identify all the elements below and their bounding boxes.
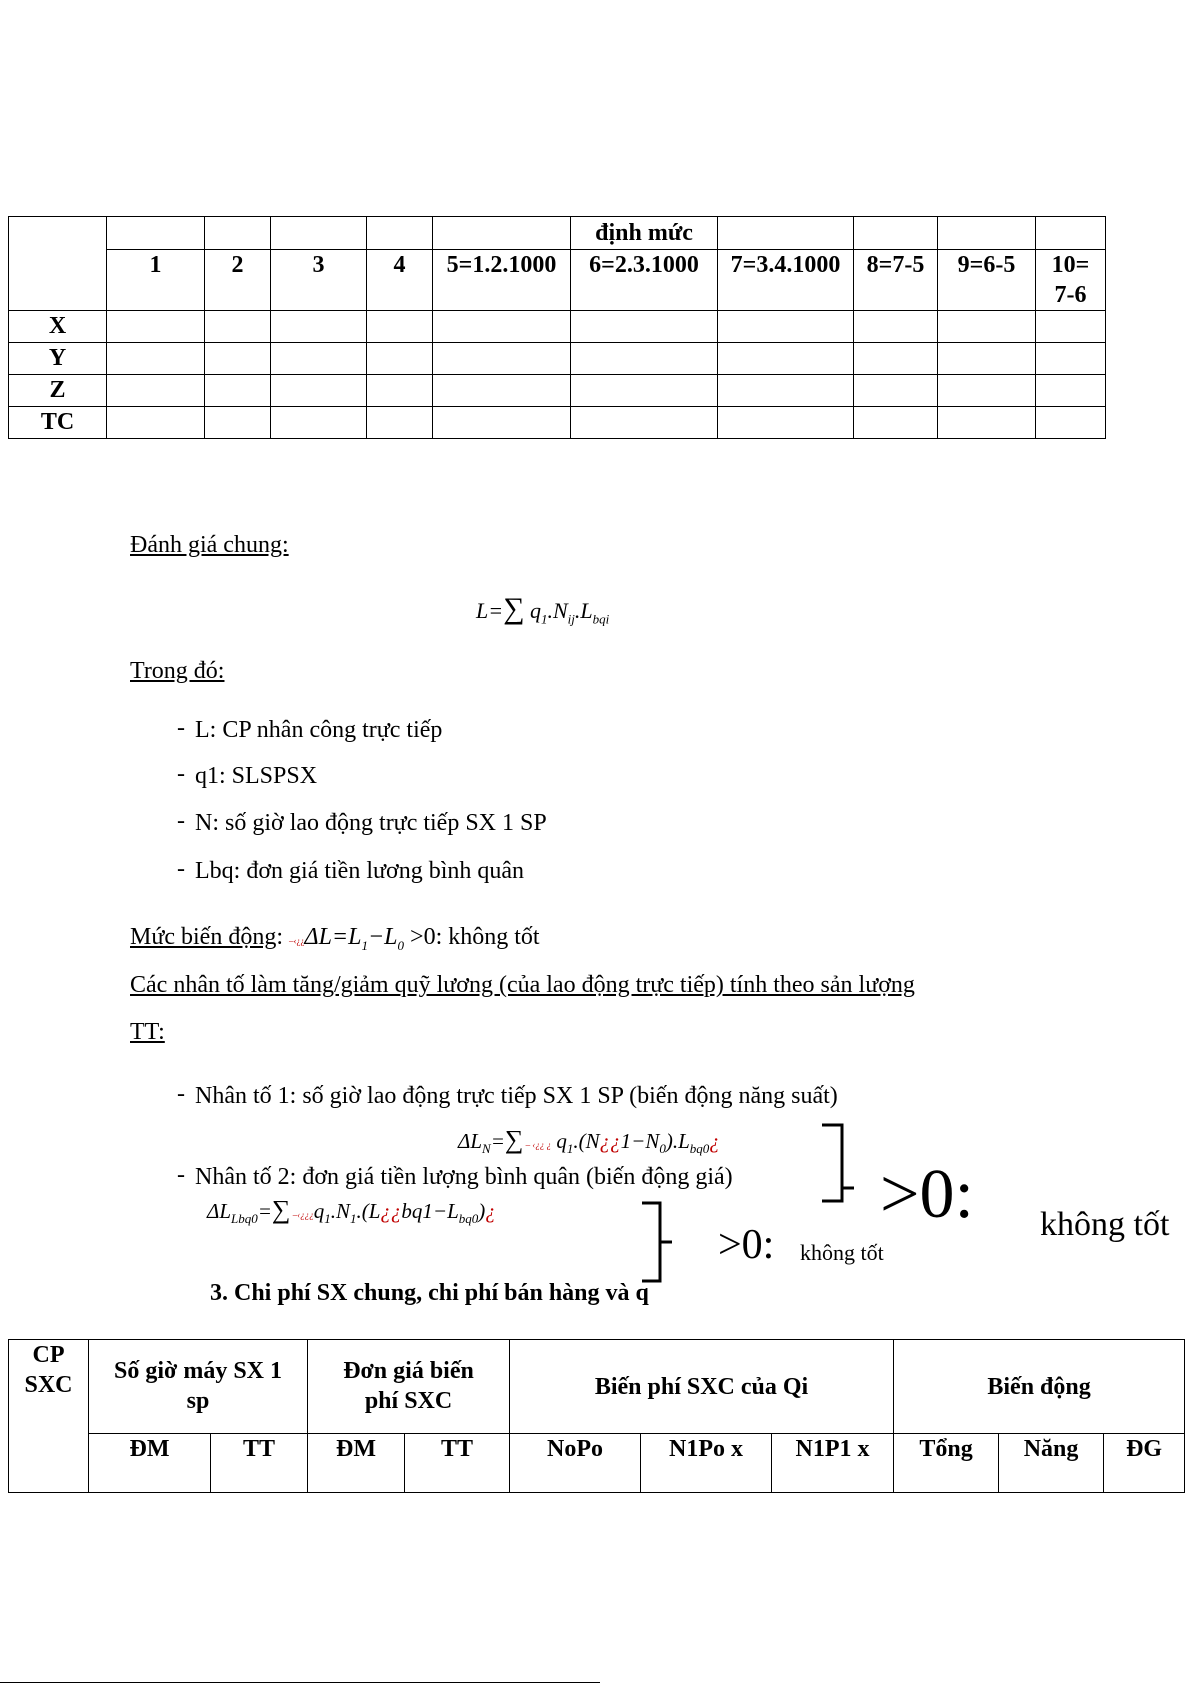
- dinh-muc-cell: định mức: [571, 217, 718, 250]
- variance-header: Biến động: [894, 1340, 1185, 1434]
- factor-1-formula: $\Delta L_N=\sum$ – ‹¿¿ ¿ $q_1.(N¿¿1-N_0).L_{bq0}¿$: [458, 1125, 720, 1157]
- col-header: 1: [107, 250, 205, 311]
- big-gt-zero: >0:: [880, 1156, 974, 1233]
- bullet-dash: -: [177, 715, 185, 741]
- factor-1: Nhân tố 1: số giờ lao động trực tiếp SX 1 SP (biến động năng suất): [195, 1083, 838, 1109]
- sub-header: NoPo: [510, 1434, 641, 1493]
- bullet-item: q1: SLSPSX: [195, 763, 318, 789]
- col-header: 4: [367, 250, 433, 311]
- row-label: Z: [9, 375, 107, 407]
- bracket-factor-2: [640, 1200, 676, 1284]
- bullet-item: L: CP nhân công trực tiếp: [195, 717, 443, 743]
- footnote-separator: [0, 1682, 600, 1683]
- sub-header: ĐM: [308, 1434, 405, 1493]
- row-label: Y: [9, 343, 107, 375]
- col-header: 9=6-5: [938, 250, 1036, 311]
- factors-heading-line1: Các nhân tố làm tăng/giảm quỹ lương (của lao động trực tiếp) tính theo sản lượng: [130, 972, 915, 998]
- sub-header: N1P1 x: [772, 1434, 894, 1493]
- bullet-dash: -: [177, 1162, 185, 1188]
- variation-line: Mức biến động: $-‹¿¿\Delta L=L_1-L_0 >0$: không tốt: [130, 924, 540, 953]
- variable-cost-header: Biến phí SXC của Qi: [510, 1340, 894, 1434]
- small-not-good: không tốt: [800, 1240, 884, 1265]
- sub-header: ĐG: [1104, 1434, 1185, 1493]
- bullet-dash: -: [177, 761, 185, 787]
- machine-hours-header: Số giờ máy SX 1 sp: [89, 1340, 308, 1434]
- sub-header: N1Po x: [641, 1434, 772, 1493]
- bracket-factor-1: [820, 1122, 856, 1204]
- big-not-good: không tốt: [1040, 1206, 1170, 1243]
- table-row: [9, 311, 1106, 343]
- col-header: 7=3.4.1000: [718, 250, 854, 311]
- bullet-item: N: số giờ lao động trực tiếp SX 1 SP: [195, 810, 547, 836]
- sub-header: Năng: [999, 1434, 1104, 1493]
- table-row: [9, 375, 1106, 407]
- bullet-dash: -: [177, 856, 185, 882]
- sub-header: ĐM: [89, 1434, 211, 1493]
- overhead-cost-table: [8, 1339, 1185, 1493]
- sub-header: TT: [211, 1434, 308, 1493]
- col-header: 6=2.3.1000: [571, 250, 718, 311]
- sub-header: TT: [405, 1434, 510, 1493]
- col-header: 3: [271, 250, 367, 311]
- section-3-heading: 3. Chi phí SX chung, chi phí bán hàng và q: [210, 1280, 649, 1306]
- labor-cost-formula: L=∑ $q_1.N_{ij}.L_{bqi}$: [476, 592, 610, 627]
- col-header: 10= 7-6: [1036, 250, 1106, 311]
- col-header: 5=1.2.1000: [433, 250, 571, 311]
- bracket-path: [642, 1203, 672, 1281]
- cp-sxc-header: CP SXC: [9, 1340, 89, 1493]
- factor-2: Nhân tố 2: đơn giá tiền lượng bình quân (biến động giá): [195, 1164, 733, 1190]
- row-label: X: [9, 311, 107, 343]
- small-gt-zero: >0:: [718, 1222, 775, 1268]
- standard-cost-table: [8, 216, 1106, 439]
- bullet-dash: -: [177, 1081, 185, 1107]
- row-label: TC: [9, 407, 107, 439]
- table-row: [9, 407, 1106, 439]
- corner-cell: [9, 217, 107, 311]
- table-row: [9, 343, 1106, 375]
- sub-header: Tổng: [894, 1434, 999, 1493]
- factor-2-formula: $\Delta L_{Lbq0}=\sum$ $-‹¿¿¿q_1.N_1.(L¿¿bq1-L_{bq0})¿$: [207, 1195, 496, 1227]
- bullet-dash: -: [177, 808, 185, 834]
- col-header: 8=7-5: [854, 250, 938, 311]
- variable-rate-header: Đơn giá biến phí SXC: [308, 1340, 510, 1434]
- in-which-label: Trong đó:: [130, 658, 225, 684]
- bullet-item: Lbq: đơn giá tiền lương bình quân: [195, 858, 525, 884]
- general-evaluation-label: Đánh giá chung:: [130, 532, 289, 558]
- col-header: 2: [205, 250, 271, 311]
- bracket-path: [822, 1125, 854, 1201]
- factors-heading-line2: TT:: [130, 1019, 165, 1045]
